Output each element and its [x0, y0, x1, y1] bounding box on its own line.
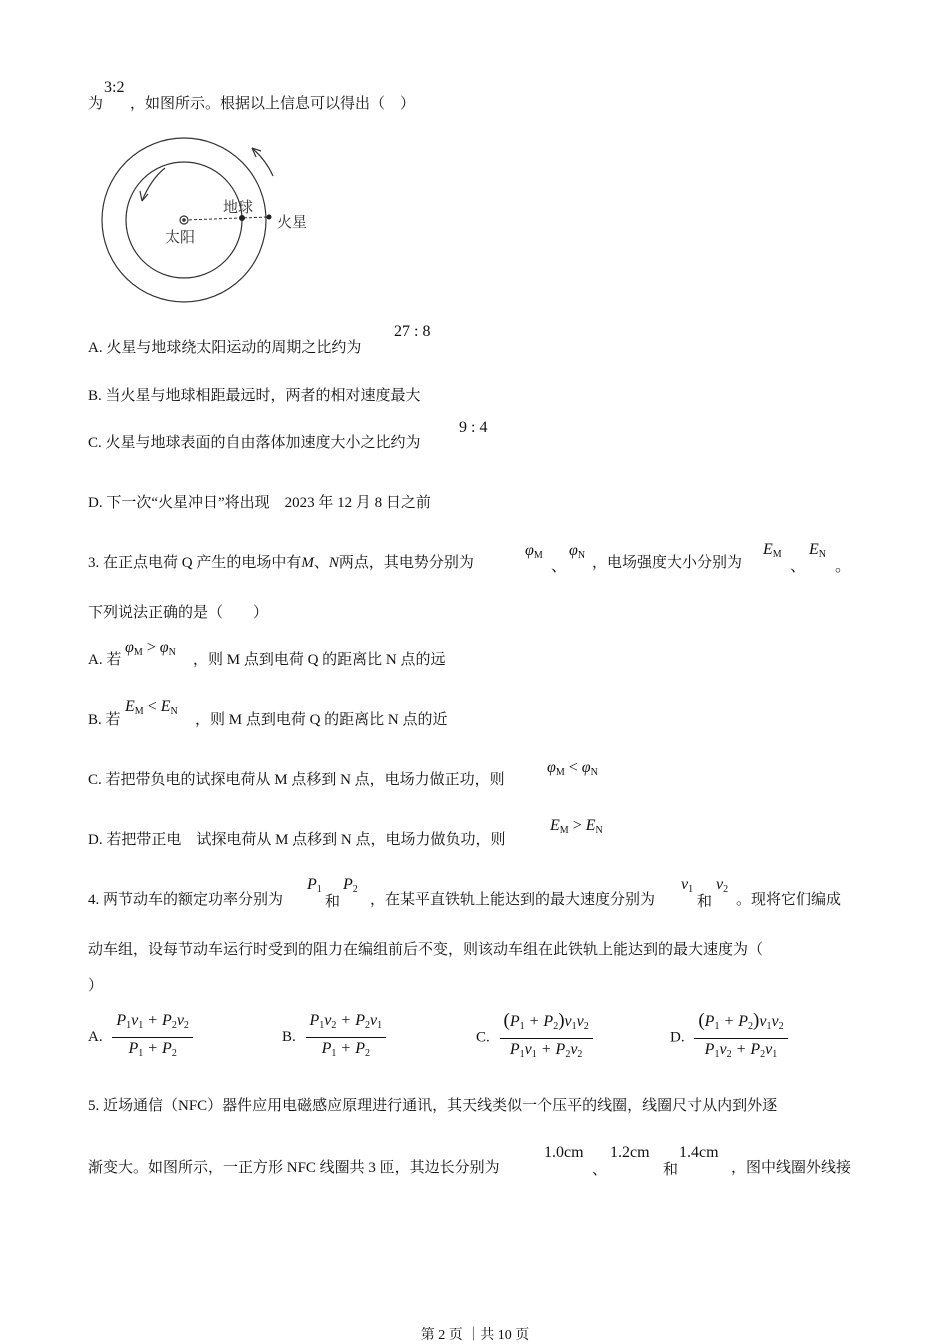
q4-stem-3: 。现将它们编成	[736, 892, 842, 908]
q2-stem-suffix: ，如图所示。根据以上信息可以得出（ ）	[130, 96, 416, 112]
q2-option-a-math: 27 : 8	[394, 323, 431, 340]
orbit-figure	[95, 135, 335, 315]
q3-phi-m: $\varphi_M$	[525, 542, 543, 561]
q2-stem-prefix: 为	[88, 96, 104, 112]
q4-stem: 4. 两节动车的额定功率分别为	[88, 892, 284, 908]
fig-label-earth: 地球	[223, 198, 254, 216]
q5-sep: 、	[592, 1162, 608, 1178]
q4-and-2: 和	[697, 894, 713, 910]
q3-option-d: D. 若把带正电 试探电荷从 M 点移到 N 点，电场力做负功，则	[88, 832, 506, 848]
q3-option-c: C. 若把带负电的试探电荷从 M 点移到 N 点，电场力做正功，则	[88, 772, 505, 788]
fig-label-sun: 太阳	[165, 228, 196, 246]
q3-stem-3: ，电场强度大小分别为	[592, 555, 743, 571]
q3-sep-1: 、	[551, 558, 568, 575]
q3-e-n: $E_N$	[809, 541, 827, 560]
q2-option-d: D. 下一次“火星冲日”将出现 2023 年 12 月 8 日之前	[88, 495, 431, 511]
q5-line2: 渐变大。如图所示，一正方形 NFC 线圈共 3 匝，其边长分别为	[88, 1160, 500, 1176]
q4-v2: $v_2$	[716, 876, 729, 895]
q3-option-b: B. 若	[88, 712, 121, 728]
q4-option-d: D. $\frac{(P_1 + P_2)v_1v_2}{P_1v_2 + P_2v_1}$	[670, 1010, 788, 1066]
q5-and: 和	[663, 1162, 679, 1178]
q2-ratio: 3:2	[104, 79, 125, 96]
q5-line1: 5. 近场通信（NFC）器件应用电磁感应原理进行通讯，其天线类似一个压平的线圈，线圈尺寸从内到外逐	[88, 1098, 778, 1114]
q4-v1: $v_1$	[681, 876, 694, 895]
q3-phi-n: $\varphi_N$	[569, 542, 586, 561]
q2-option-c-math: 9 : 4	[459, 419, 488, 436]
q4-and-1: 和	[325, 894, 341, 910]
arrow-inner-icon	[142, 168, 165, 201]
q4-stem-2: ，在某平直铁轨上能达到的最大速度分别为	[370, 892, 656, 908]
q2-option-a: A. 火星与地球绕太阳运动的周期之比约为	[88, 340, 362, 356]
q5-len3: 1.4cm	[679, 1144, 719, 1161]
arrow-outer-icon	[252, 148, 273, 176]
q4-option-a: A. $\frac{P_1v_1 + P_2v_2}{P_1 + P_2}$	[88, 1010, 193, 1065]
q3-a-cond: $\varphi_M > \varphi_N$	[125, 639, 176, 658]
q3-e-m: $E_M$	[763, 541, 782, 560]
q5-len2: 1.2cm	[610, 1144, 650, 1161]
q2-option-b: B. 当火星与地球相距最远时，两者的相对速度最大	[88, 388, 421, 404]
q4-option-b: B. $\frac{P_1v_2 + P_2v_1}{P_1 + P_2}$	[282, 1010, 386, 1065]
q3-stem: 3. 在正点电荷 Q 产生的电场中有M、N两点，其电势分别为	[88, 555, 474, 571]
q2-stem	[88, 94, 103, 114]
mars-icon	[267, 215, 272, 220]
q3-b-cond: $E_M < E_N$	[125, 698, 178, 717]
q4-p2: $P_2$	[343, 876, 358, 895]
q3-option-b-post: ，则 M 点到电荷 Q 的距离比 N 点的近	[195, 712, 448, 728]
q3-stem-line2: 下列说法正确的是（ ）	[88, 605, 269, 621]
fig-label-mars: 火星	[277, 213, 308, 231]
q4-stem-line2: 动车组，设每节动车运行时受到的阻力在编组前后不变，则该动车组在此铁轨上能达到的最大速度为（	[88, 942, 764, 958]
q3-d-cond: $E_M > E_N$	[550, 817, 603, 836]
q3-stem-end: 。	[835, 558, 852, 575]
q4-stem-line3: ）	[88, 978, 104, 994]
q4-p1: $P_1$	[307, 876, 322, 895]
q4-option-c: C. $\frac{(P_1 + P_2)v_1v_2}{P_1v_1 + P_2v_2}$	[476, 1010, 593, 1066]
q3-option-a-post: ，则 M 点到电荷 Q 的距离比 N 点的远	[193, 652, 446, 668]
q5-line2-post: ，图中线圈外线接	[731, 1160, 852, 1176]
q2-option-c: C. 火星与地球表面的自由落体加速度大小之比约为	[88, 435, 421, 451]
q3-option-a: A. 若	[88, 652, 122, 668]
page-footer: 第 2 页 ｜共 10 页	[420, 1328, 530, 1343]
q3-sep-2: 、	[790, 558, 807, 575]
q5-len1: 1.0cm	[544, 1144, 584, 1161]
q3-c-cond: $\varphi_M < \varphi_N$	[547, 759, 598, 778]
